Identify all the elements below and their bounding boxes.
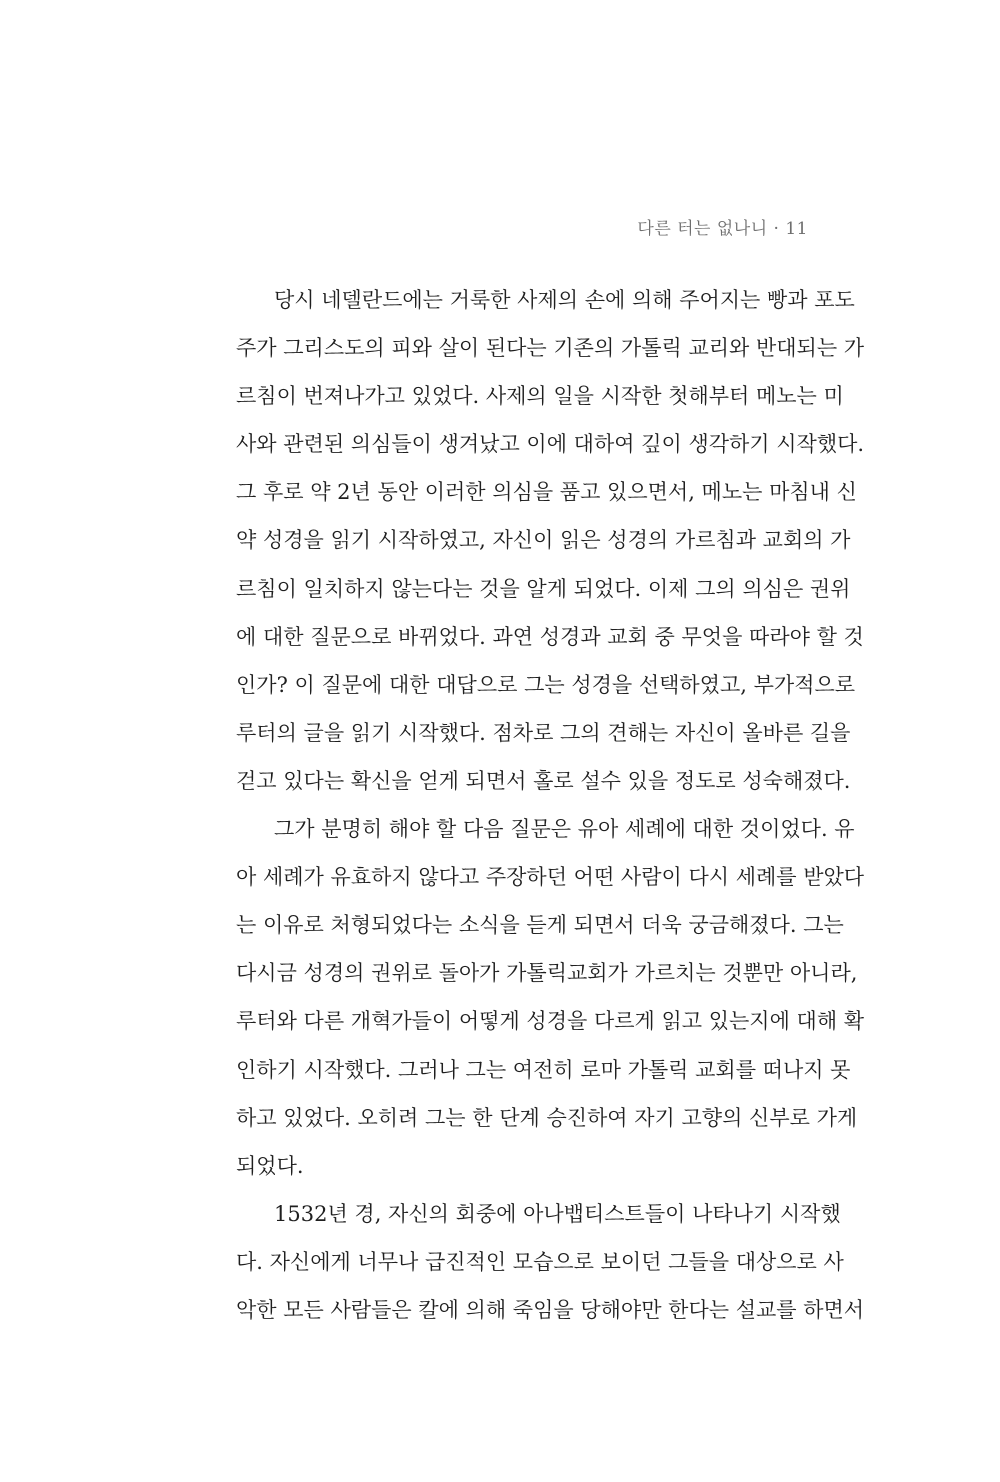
- text-line: 1532년 경, 자신의 회중에 아나뱁티스트들이 나타나기 시작했: [274, 1201, 841, 1226]
- running-head: 다른 터는 없나니 · 11: [637, 219, 808, 239]
- text-line: 인하기 시작했다. 그러나 그는 여전히 로마 가톨릭 교회를 떠나지 못: [236, 1057, 851, 1082]
- text-line: 그 후로 약 2년 동안 이러한 의심을 품고 있으면서, 메노는 마침내 신: [236, 480, 857, 505]
- text-line: 다. 자신에게 너무나 급진적인 모습으로 보이던 그들을 대상으로 사: [236, 1249, 844, 1274]
- text-line: 인가? 이 질문에 대한 대답으로 그는 성경을 선택하였고, 부가적으로: [236, 672, 856, 697]
- text-line: 르침이 번져나가고 있었다. 사제의 일을 시작한 첫해부터 메노는 미: [236, 384, 844, 409]
- text-line: 하고 있었다. 오히려 그는 한 단계 승진하여 자기 고향의 신부로 가게: [236, 1105, 858, 1130]
- text-line: 그가 분명히 해야 할 다음 질문은 유아 세례에 대한 것이었다. 유: [274, 817, 855, 842]
- text-line: 악한 모든 사람들은 칼에 의해 죽임을 당해야만 한다는 설교를 하면서: [236, 1297, 865, 1322]
- paragraph: [236, 1190, 865, 1334]
- text-line: 아 세례가 유효하지 않다고 주장하던 어떤 사람이 다시 세례를 받았다: [236, 865, 865, 890]
- text-line: 걷고 있다는 확신을 얻게 되면서 홀로 설수 있을 정도로 성숙해졌다.: [236, 768, 851, 793]
- text-line: 루터와 다른 개혁가들이 어떻게 성경을 다르게 읽고 있는지에 대해 확: [236, 1009, 865, 1034]
- text-line: 루터의 글을 읽기 시작했다. 점차로 그의 견해는 자신이 올바른 길을: [236, 720, 851, 745]
- text-line: 당시 네델란드에는 거룩한 사제의 손에 의해 주어지는 빵과 포도: [274, 288, 855, 312]
- paragraph: [236, 276, 865, 805]
- text-line: 에 대한 질문으로 바뀌었다. 과연 성경과 교회 중 무엇을 따라야 할 것: [236, 624, 864, 649]
- text-line: 약 성경을 읽기 시작하였고, 자신이 읽은 성경의 가르침과 교회의 가: [236, 528, 851, 553]
- body-text: [236, 276, 865, 1334]
- text-line: 주가 그리스도의 피와 살이 된다는 기존의 가톨릭 교리와 반대되는 가: [236, 336, 865, 361]
- text-line: 르침이 일치하지 않는다는 것을 알게 되었다. 이제 그의 의심은 권위: [236, 576, 851, 601]
- text-line: 사와 관련된 의심들이 생겨났고 이에 대하여 깊이 생각하기 시작했다.: [236, 432, 865, 457]
- text-line: 는 이유로 처형되었다는 소식을 듣게 되면서 더욱 궁금해졌다. 그는: [236, 913, 844, 938]
- text-line: 되었다.: [236, 1153, 304, 1178]
- paragraph: [236, 805, 865, 1190]
- text-line: 다시금 성경의 권위로 돌아가 가톨릭교회가 가르치는 것뿐만 아니라,: [236, 961, 858, 986]
